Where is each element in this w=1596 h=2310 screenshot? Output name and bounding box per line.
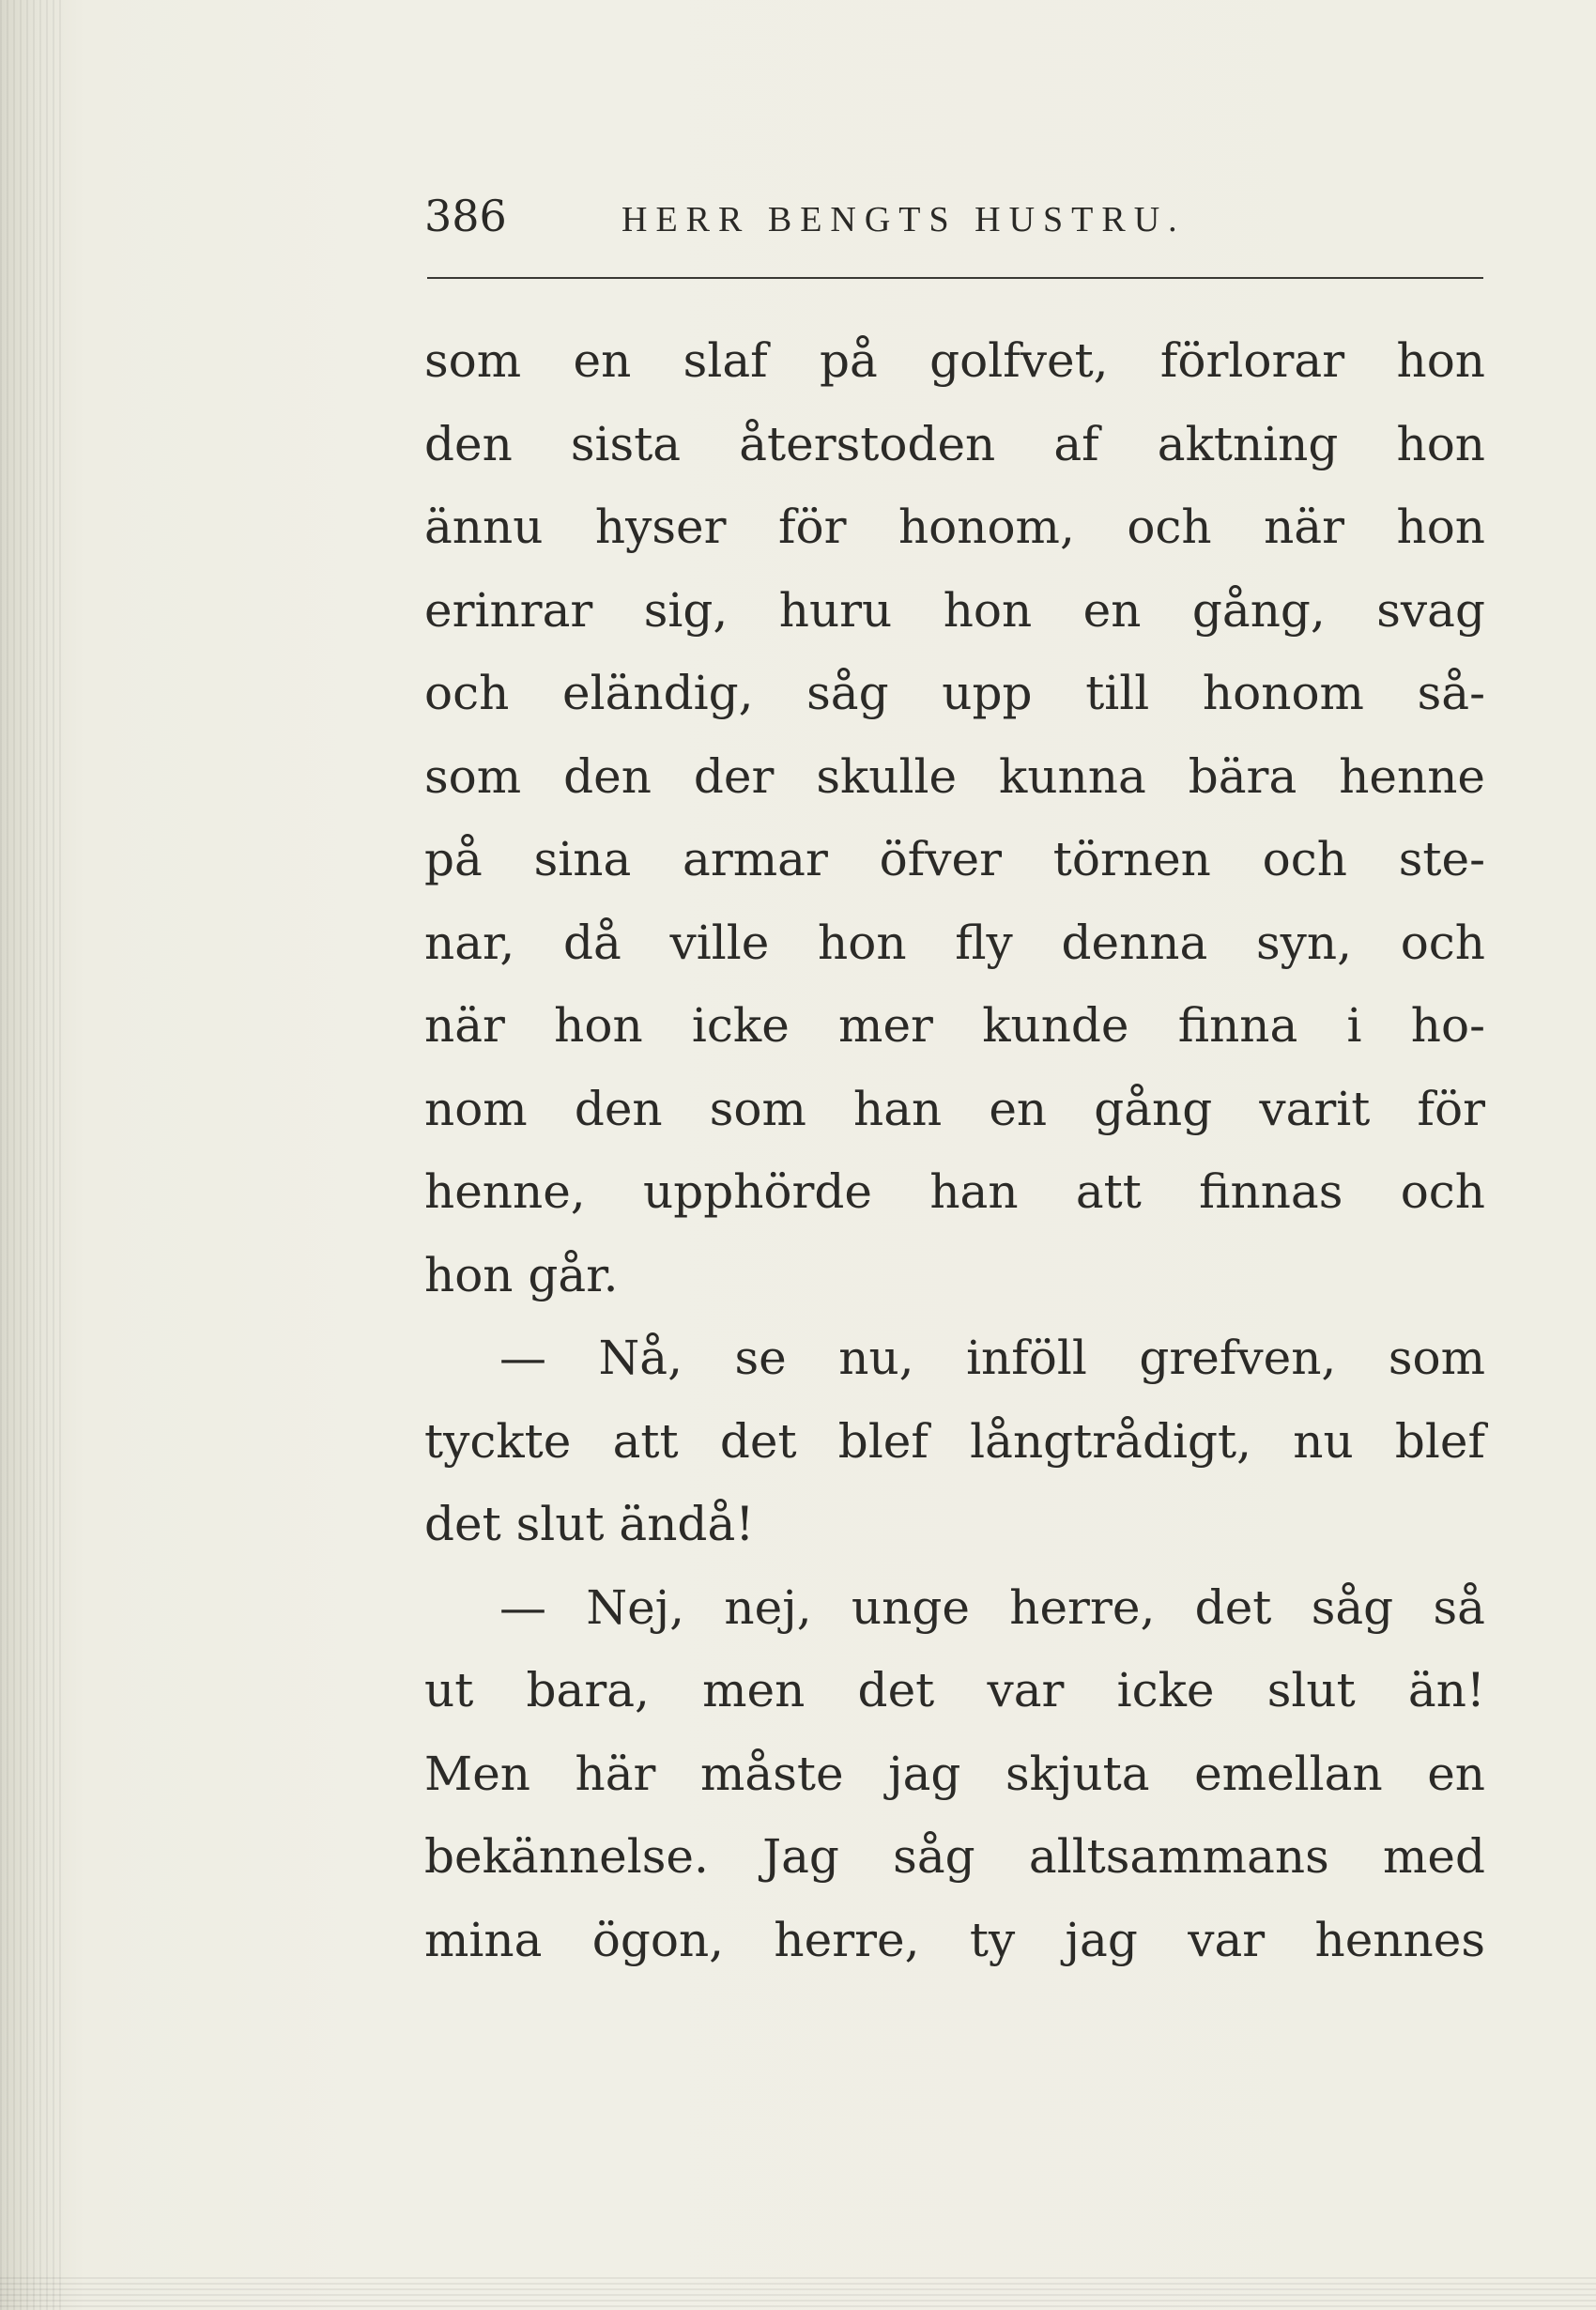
text-line: nar, då ville hon fly denna syn, och [424, 915, 1485, 970]
page-edge-stack-bottom [0, 2277, 1596, 2310]
text-line: det slut ändå! [424, 1497, 755, 1551]
text-line: och eländig, såg upp till honom så- [424, 666, 1485, 720]
text-line: mina ögon, herre, ty jag var hennes [424, 1912, 1485, 1967]
header-rule [427, 277, 1483, 279]
text-line: — Nå, se nu, inföll grefven, som [499, 1331, 1485, 1385]
text-line: när hon icke mer kunde finna i ho- [424, 998, 1485, 1053]
text-line: som den der skulle kunna bära henne [424, 748, 1485, 804]
text-line: henne, upphörde han att finnas och [424, 1164, 1485, 1219]
text-line: bekännelse. Jag såg alltsammans med [424, 1829, 1485, 1884]
page-number: 386 [424, 191, 507, 241]
text-line: som en slaf på golfvet, förlorar hon [424, 333, 1485, 388]
text-line: erinrar sig, huru hon en gång, svag [424, 582, 1485, 638]
text-line: på sina armar öfver törnen och ste- [424, 832, 1485, 886]
running-head: HERR BENGTS HUSTRU. [622, 200, 1186, 239]
text-line: ännu hyser för honom, och när hon [424, 500, 1485, 554]
page-header [424, 188, 1485, 254]
body-text [424, 319, 1485, 1981]
text-line: den sista återstoden af aktning hon [424, 416, 1485, 471]
text-line: nom den som han en gång varit för [424, 1081, 1485, 1136]
text-line: Men här måste jag skjuta emellan en [424, 1746, 1485, 1801]
text-line: ut bara, men det var icke slut än! [424, 1663, 1485, 1717]
text-line: hon går. [424, 1247, 619, 1302]
page-edge-stack-left [0, 0, 66, 2310]
text-line: tyckte att det blef långtrådigt, nu blef [424, 1413, 1485, 1469]
text-line: — Nej, nej, unge herre, det såg så [499, 1579, 1485, 1635]
